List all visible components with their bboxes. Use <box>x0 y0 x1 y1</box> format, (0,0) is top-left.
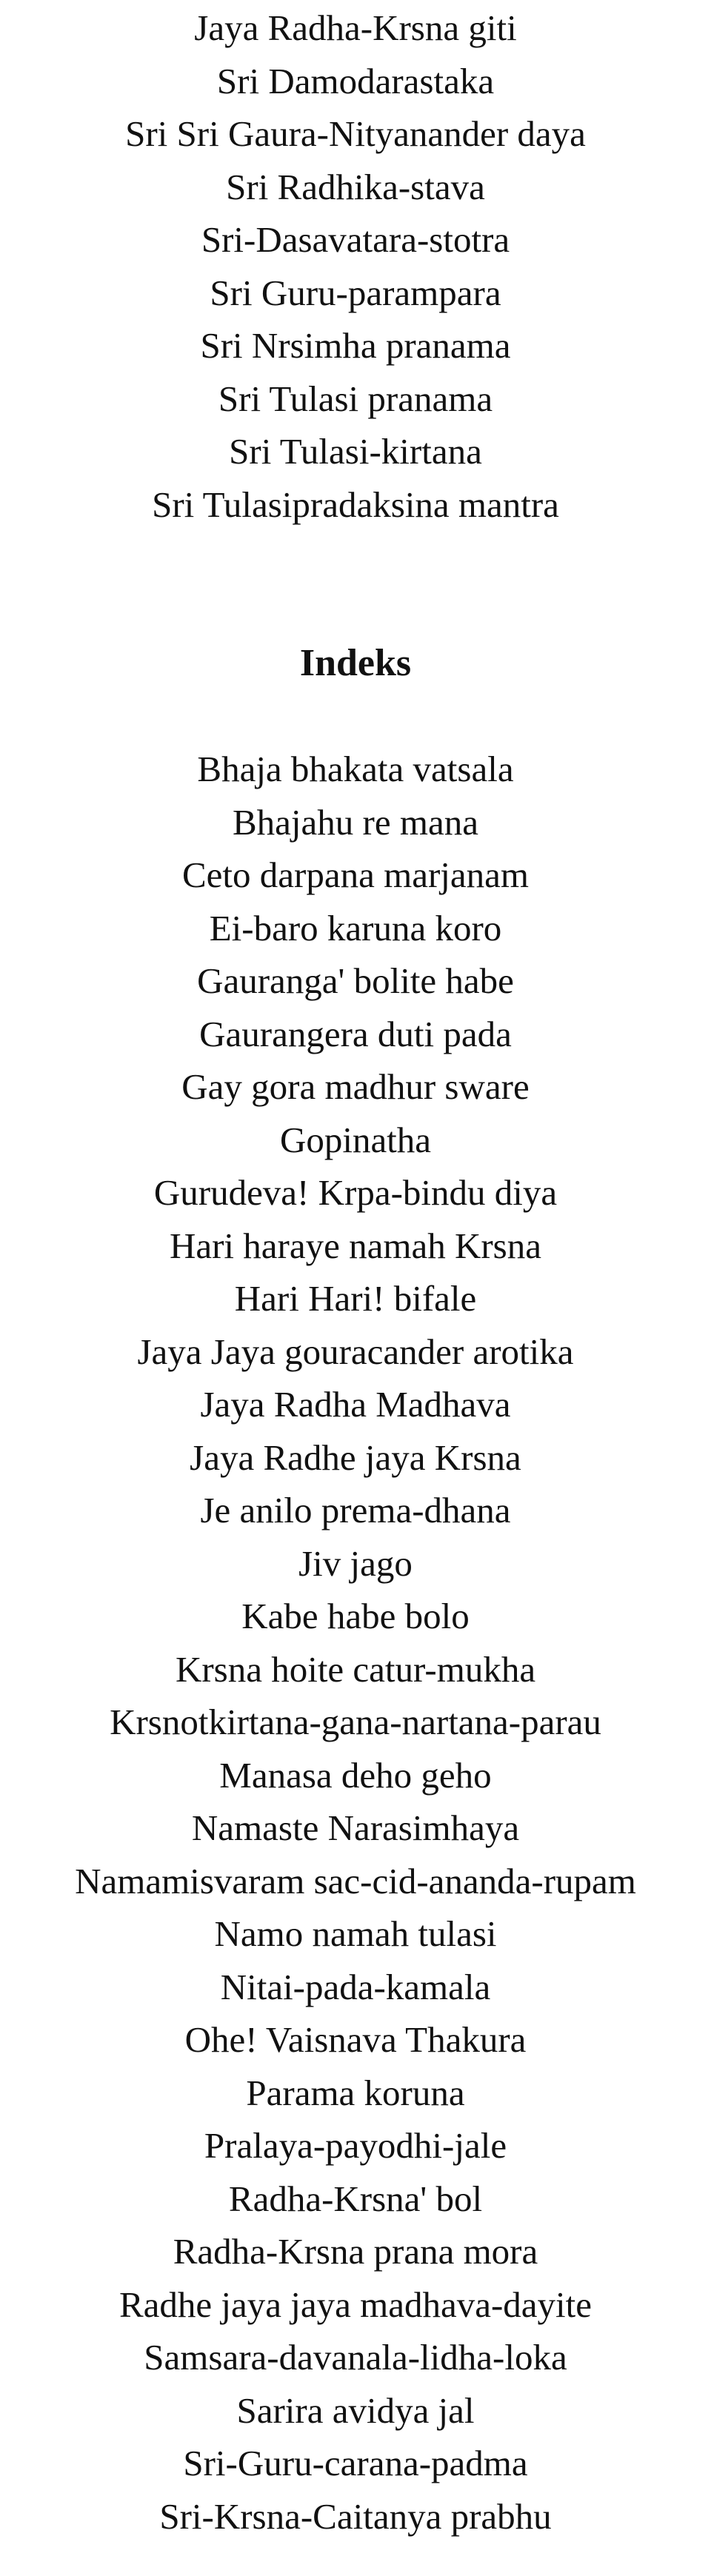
list-item: Gopinatha <box>279 1119 432 1160</box>
list-item: Sri-Krsna-Caitanya prabhu <box>159 2495 552 2537</box>
list-item: Je anilo prema-dhana <box>200 1490 511 1530</box>
list-item: Radhe jaya jaya madhava-dayite <box>118 2284 592 2325</box>
list-item: Namamisvaram sac-cid-ananda-rupam <box>75 1860 636 1901</box>
list-item: Sri Sri Gaura-Nityanander daya <box>125 113 586 154</box>
list-item: Gurudeva! Krpa-bindu diya <box>153 1172 558 1213</box>
list-item: Sri Damodarastaka <box>216 60 495 101</box>
contents-list <box>0 1 711 531</box>
list-item: Jaya Radhe jaya Krsna <box>190 1436 521 1478</box>
list-item: Sri Radhika-stava <box>226 166 485 207</box>
list-item: Sri Tulasi-kirtana <box>229 431 482 472</box>
index-list <box>0 743 711 2543</box>
list-item: Kabe habe bolo <box>241 1596 470 1636</box>
list-item: Gauranga' bolite habe <box>197 960 514 1001</box>
list-item: Sri-Dasavatara-stotra <box>201 219 510 260</box>
list-item: Radha-Krsna' bol <box>228 2178 483 2219</box>
list-item: Krsna hoite catur-mukha <box>175 1648 536 1690</box>
list-item: Jaya Radha-Krsna giti <box>194 7 517 48</box>
index-heading: Indeks <box>299 642 412 684</box>
list-item: Sri Nrsimha pranama <box>200 325 511 366</box>
list-item: Hari Hari! bifale <box>234 1278 477 1319</box>
list-item: Bhajahu re mana <box>233 801 478 843</box>
list-item: Krsnotkirtana-gana-nartana-parau <box>110 1702 601 1742</box>
list-item: Hari haraye namah Krsna <box>169 1225 541 1266</box>
list-item: Sri-Guru-carana-padma <box>183 2443 528 2483</box>
list-item: Sarira avidya jal <box>236 2389 475 2431</box>
list-item: Jaya Jaya gouracander arotika <box>137 1331 574 1372</box>
list-item: Namaste Narasimhaya <box>191 1807 520 1848</box>
list-item: Jaya Radha Madhava <box>200 1384 511 1425</box>
list-item: Sri Tulasi pranama <box>218 378 493 419</box>
list-item: Parama koruna <box>246 2072 465 2113</box>
list-item: Sri Tulasipradaksina mantra <box>152 484 559 525</box>
list-item: Gay gora madhur sware <box>181 1066 530 1107</box>
list-item: Radha-Krsna prana mora <box>173 2231 538 2272</box>
list-item: Manasa deho geho <box>219 1754 492 1796</box>
list-item: Ohe! Vaisnava Thakura <box>184 2019 527 2060</box>
list-item: Ceto darpana marjanam <box>181 854 529 895</box>
list-item: Bhaja bhakata vatsala <box>197 749 514 789</box>
list-item: Sri Guru-parampara <box>210 272 501 313</box>
list-item: Namo namah tulasi <box>214 1913 497 1954</box>
list-item: Pralaya-payodhi-jale <box>204 2125 507 2166</box>
list-item: Gaurangera duti pada <box>199 1013 512 1054</box>
list-item: Jiv jago <box>298 1542 413 1584</box>
list-item: Nitai-pada-kamala <box>220 1966 491 2007</box>
list-item: Samsara-davanala-lidha-loka <box>144 2337 567 2378</box>
list-item: Ei-baro karuna koro <box>209 907 502 949</box>
